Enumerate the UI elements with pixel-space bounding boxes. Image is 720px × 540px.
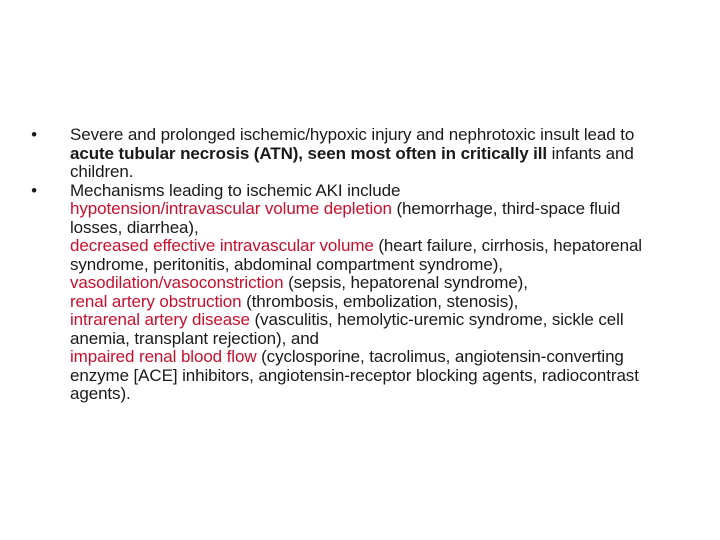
cause-artery-obstruction xyxy=(70,293,676,312)
cause-detail: (cyclosporine, tacrolimus, angiotensin-converting enzyme [ACE] inhibitors, angiotensin-receptor blocking agents, radiocontrast agents). xyxy=(70,347,639,403)
bullet-dot-icon: • xyxy=(31,125,37,144)
cause-detail: (hemorrhage, third-space fluid losses, diarrhea), xyxy=(70,199,621,237)
cause-volume-depletion xyxy=(70,200,676,237)
bullet-dot-icon: • xyxy=(31,180,37,200)
cause-detail: (vasculitis, hemolytic-uremic syndrome, sickle cell anemia, transplant rejection), and xyxy=(70,310,624,348)
cause-term: renal artery obstruction xyxy=(70,291,242,311)
cause-term: impaired renal blood flow xyxy=(70,347,257,366)
bullet-atn-bold: acute tubular necrosis (ATN), seen most often in critically ill xyxy=(70,143,548,163)
bullet-list xyxy=(26,126,676,404)
cause-detail: (thrombosis, embolization, stenosis), xyxy=(241,291,519,311)
cause-intrarenal-disease xyxy=(70,311,676,348)
bullet-atn-text: Severe and prolonged ischemic/hypoxic injury and nephrotoxic insult lead to xyxy=(70,125,635,144)
cause-vasodilation xyxy=(70,274,676,293)
cause-impaired-flow xyxy=(70,348,676,404)
bullet-mechanisms xyxy=(26,182,676,404)
cause-term: vasodilation/vasoconstriction xyxy=(70,273,284,292)
cause-detail: (heart failure, cirrhosis, hepatorenal syndrome, peritonitis, abdominal compartment syndrome), xyxy=(70,236,642,274)
bullet-atn-tail: infants and children. xyxy=(70,143,634,181)
cause-detail: (sepsis, hepatorenal syndrome), xyxy=(283,273,528,292)
cause-term: decreased effective intravascular volume xyxy=(70,236,374,255)
cause-effective-volume xyxy=(70,237,676,274)
bullet-atn xyxy=(26,126,676,182)
mechanisms-intro: Mechanisms leading to ischemic AKI include xyxy=(70,180,401,200)
cause-term: hypotension/intravascular volume depletion xyxy=(70,199,392,218)
cause-term: intrarenal artery disease xyxy=(70,310,250,329)
